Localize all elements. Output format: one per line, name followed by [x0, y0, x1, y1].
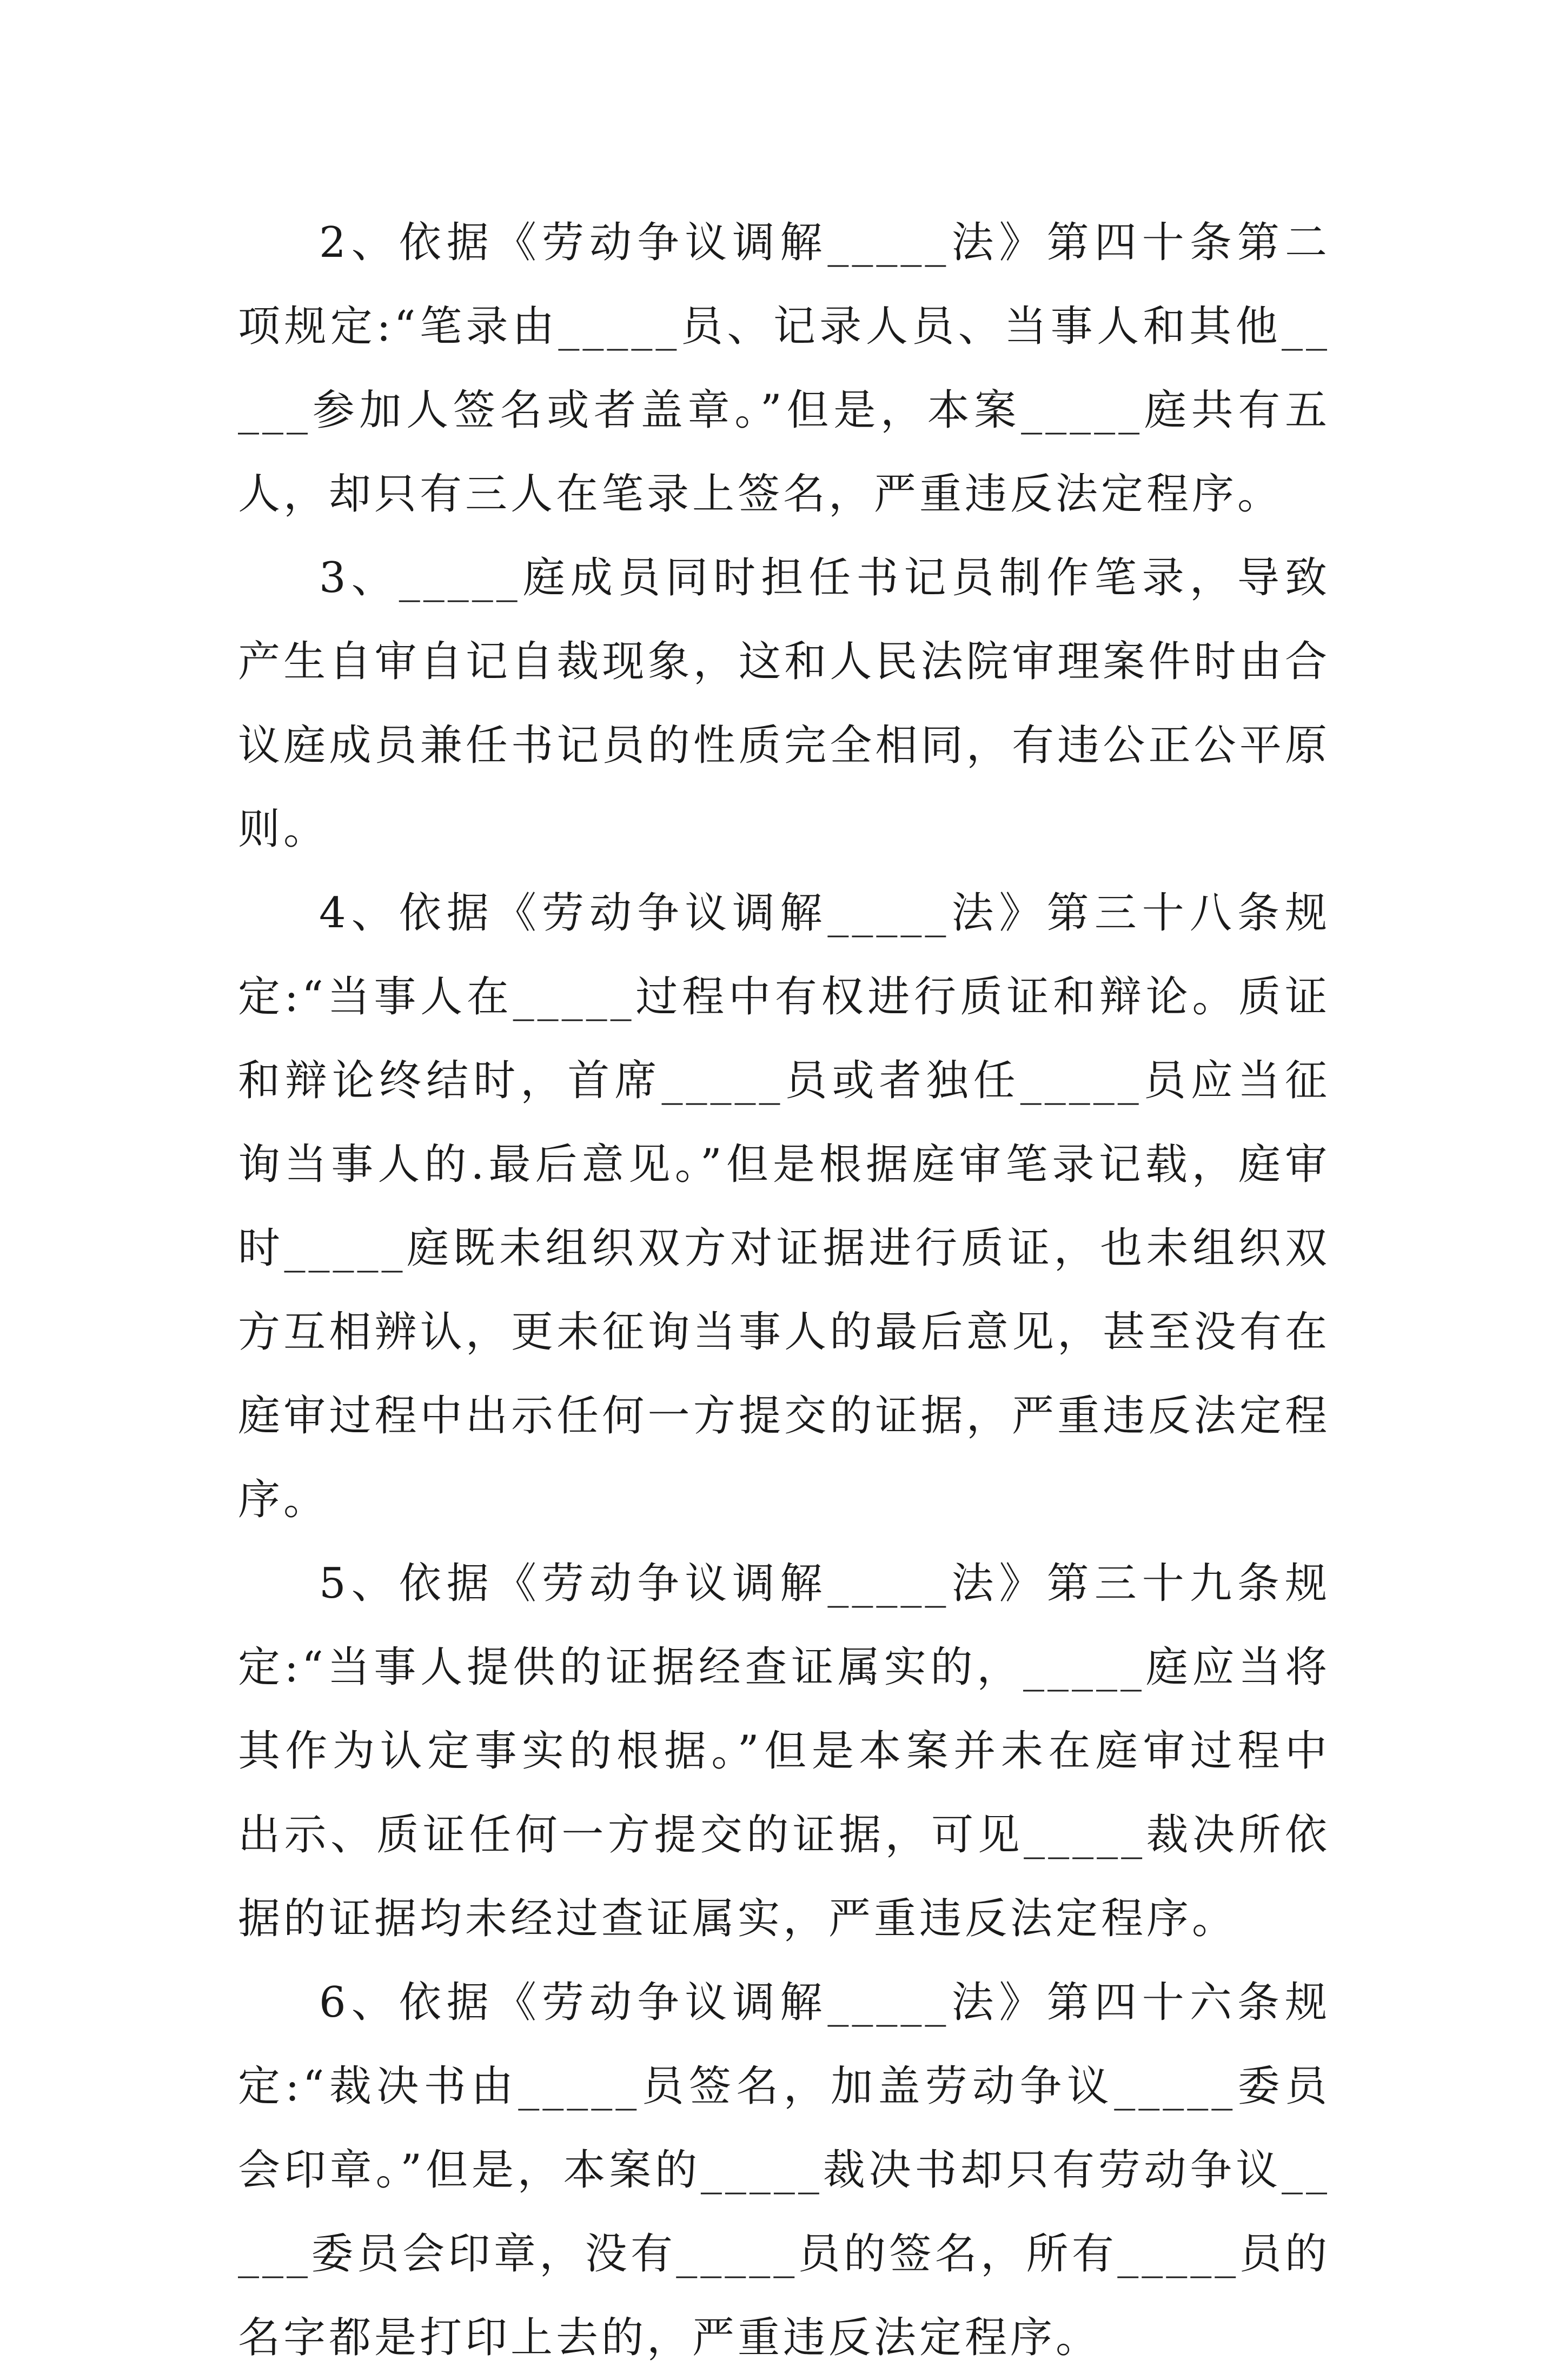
paragraph-2: 2、依据《劳动争议调解_____法》第四十条第二项规定:“笔录由_____员、记录人员、当事人和其他_____参加人签名或者盖章。”但是，本案_____庭共有五人，却只有三人在笔录上签名，严重违反法定程序。 [238, 218, 1330, 518]
paragraph-4: 4、依据《劳动争议调解_____法》第三十八条规定:“当事人在_____过程中有权进行质证和辩论。质证和辩论终结时，首席_____员或者独任_____员应当征询当事人的.最后意见。”但是根据庭审笔录记载，庭审时_____庭既未组织双方对证据进行质证，也未组织双方互相辨认，更未征询当事人的最后意见，甚至没有在庭审过程中出示任何一方提交的证据，严重违反法定程序。 [238, 889, 1330, 1524]
paragraph-5: 5、依据《劳动争议调解_____法》第三十九条规定:“当事人提供的证据经查证属实的，_____庭应当将其作为认定事实的根据。”但是本案并未在庭审过程中出示、质证任何一方提交的证据，可见_____裁决所依据的证据均未经过查证属实，严重违反法定程序。 [238, 1559, 1330, 1943]
document-body [238, 201, 1330, 2380]
paragraph-6: 6、依据《劳动争议调解_____法》第四十六条规定:“裁决书由_____员签名，加盖劳动争议_____委员会印章。”但是，本案的_____裁决书却只有劳动争议_____委员会印章，没有_____员的签名，所有_____员的名字都是打印上去的，严重违反法定程序。 [238, 1978, 1330, 2362]
paragraph-3: 3、_____庭成员同时担任书记员制作笔录，导致产生自审自记自裁现象，这和人民法院审理案件时由合议庭成员兼任书记员的性质完全相同，有违公正公平原则。 [238, 554, 1330, 854]
